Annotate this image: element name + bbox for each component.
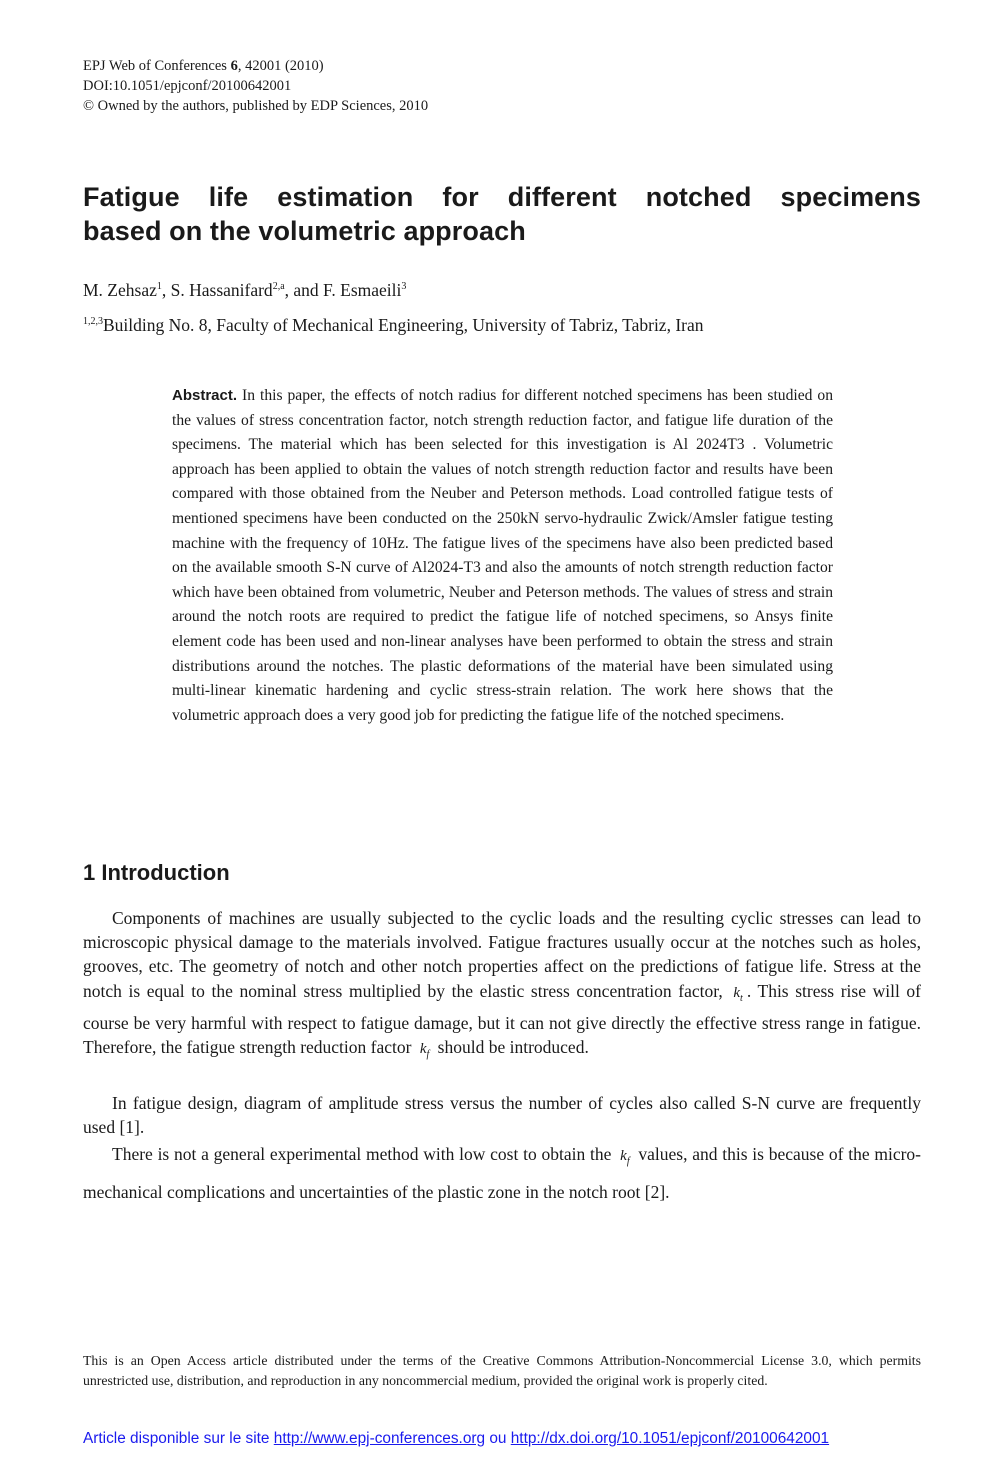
kf-symbol: $k_f$	[620, 1148, 630, 1167]
epj-conferences-link[interactable]: http://www.epj-conferences.org	[273, 1430, 486, 1447]
abstract	[172, 384, 833, 728]
journal-citation: EPJ Web of Conferences 6, 42001 (2010)	[83, 58, 324, 74]
copyright-line: © Owned by the authors, published by EDP Sciences, 2010	[83, 98, 429, 114]
abstract-text: In this paper, the effects of notch radius for different notched specimens has been studied on the values of stress concentration factor, notch strength reduction factor, and fatigue life duration of the specimens. The material which has been selected for this investigation is Al 2024T3 . Volumetric approach has been applied to obtain the values of notch strength reduction factor and results have been compared with those obtained from the Neuber and Peterson methods. Load controlled fatigue tests of mentioned specimens have been conducted on the 250kN servo-hydraulic Zwick/Amsler fatigue testing machine with the frequency of 10Hz. The fatigue lives of the specimens have also been predicted based on the available smooth S-N curve of Al2024-T3 and also the amounts of notch strength reduction factor which have been obtained from volumetric, Neuber and Peterson methods. The values of stress and strain around the notch roots are required to predict the fatigue life of notched specimens, so Ansys finite element code has been used and non-linear analyses have been performed to obtain the stress and strain distributions around the notches. The plastic deformations of the material have been simulated using multi-linear kinematic hardening and cyclic stress-strain relation. The work here shows that the volumetric approach does a very good job for predicting the fatigue life of the notched specimens.	[172, 387, 833, 724]
section-heading-introduction: 1 Introduction	[83, 860, 230, 885]
author-list: M. Zehsaz$^1$, S. Hassanifard$^{2,a}$, and F. Esmaeili$^3$	[83, 280, 407, 300]
abstract-label: Abstract.	[172, 387, 238, 404]
intro-paragraph-2: In fatigue design, diagram of amplitude stress versus the number of cycles also called S-N curve are frequently used [1].	[83, 1093, 921, 1138]
doi-line: DOI:10.1051/epjconf/20100642001	[83, 78, 292, 94]
kf-symbol: $k_f$	[419, 1041, 430, 1061]
intro-paragraph-1: Components of machines are usually subjected to the cyclic loads and the resulting cyclic stresses can lead to microscopic physical damage to the materials involved. Fatigue fractures usually occur at the notches such as holes, grooves, etc. The geometry of notch and other notch properties affect on the predictions of fatigue life. Stress at the notch is equal to the nominal stress multiplied by the elastic stress concentration factor, $k_t$ . This stress rise will of course be very harmful with respect to fatigue damage, but it can not give directly the effective stress range in fatigue. Therefore, the fatigue strength reduction factor $k_f$ should be introduced.	[83, 908, 922, 1061]
author: M. Zehsaz	[83, 280, 157, 300]
journal-header	[83, 56, 428, 116]
kt-symbol: $k_t$	[733, 984, 743, 1004]
title-line-2: based on the volumetric approach	[83, 216, 526, 246]
intro-paragraph-3: There is not a general experimental method with low cost to obtain the $k_f$ values, and this is because of the micro-mechanical complications and uncertainties of the plastic zone in the notch root [2].	[83, 1144, 922, 1202]
author: S. Hassanifard	[170, 280, 273, 300]
doi-link[interactable]: http://dx.doi.org/10.1051/epjconf/20100642001	[510, 1430, 830, 1447]
title-line-1: Fatigue life estimation for different notched specimens	[83, 182, 921, 212]
license-notice: This is an Open Access article distributed under the terms of the Creative Commons Attribution-Noncommercial License 3.0, which permits unrestricted use, distribution, and reproduction in any noncommercial medium, provided the original work is properly cited.	[83, 1353, 921, 1388]
author: F. Esmaeili	[323, 280, 402, 300]
affiliation: $^{1,2,3}$Building No. 8, Faculty of Mechanical Engineering, University of Tabriz, Tabriz, Iran	[83, 315, 704, 335]
paper-title	[83, 180, 921, 248]
article-footer: Article disponible sur le site http://www.epj-conferences.org ou http://dx.doi.org/10.1051/epjconf/20100642001	[83, 1430, 830, 1447]
